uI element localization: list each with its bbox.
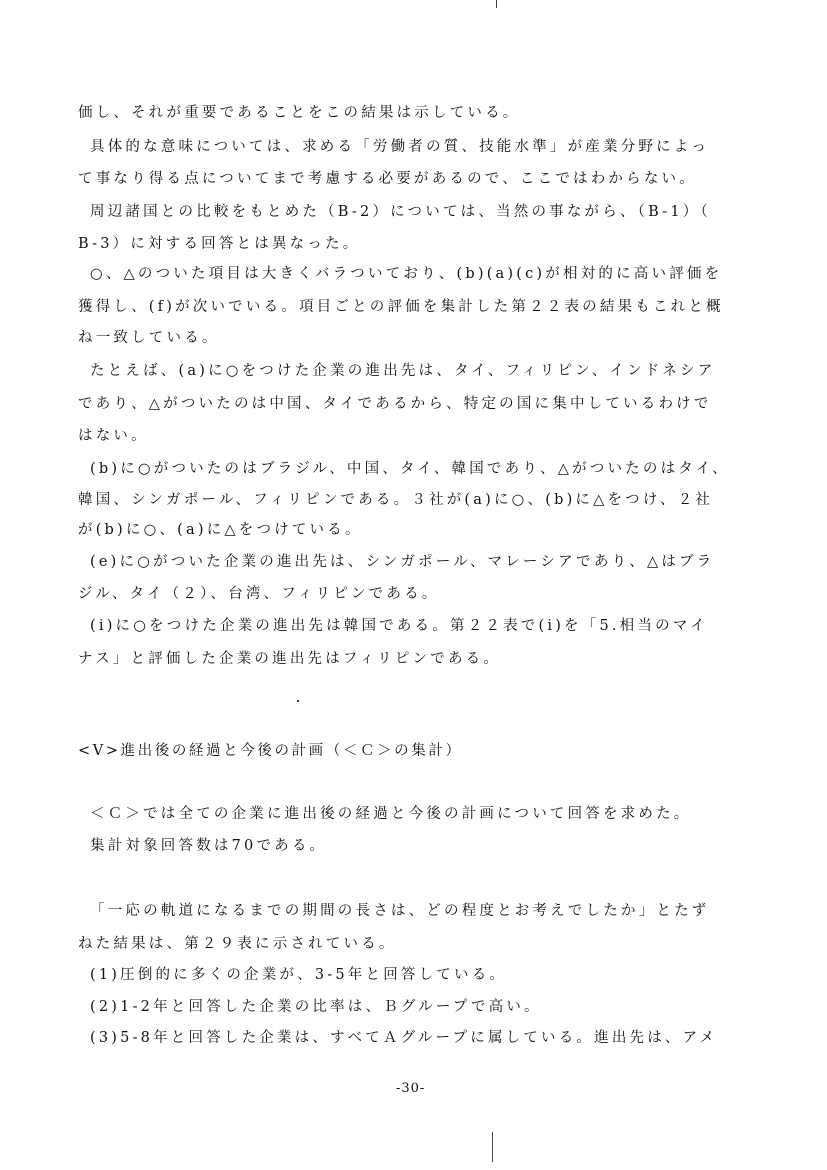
section-line: 「一応の軌道になるまでの期間の長さは、どの程度とお考えでしたか」とたず: [90, 903, 710, 919]
scan-mark-bottom: [492, 1132, 493, 1162]
section-line: 集計対象回答数は70である。: [90, 838, 328, 854]
body-line: ○、△のついた項目は大きくバラついており、(b)(a)(c)が相対的に高い評価を: [90, 266, 723, 282]
body-line: 獲得し、(f)が次いでいる。項目ごとの評価を集計した第２２表の結果もこれと概: [78, 299, 724, 315]
body-line: B-3）に対する回答とは異なった。: [78, 236, 361, 252]
body-line: 韓国、シンガポール、フィリピンである。３社が(a)に○、(b)に△をつけ、２社: [78, 492, 714, 508]
section-line: ねた結果は、第２９表に示されている。: [78, 936, 397, 952]
body-line: (b)に○がついたのはブラジル、中国、タイ、韓国であり、△がついたのはタイ、: [90, 461, 730, 477]
body-line: (i)に○をつけた企業の進出先は韓国である。第２２表で(i)を「5.相当のマイ: [90, 618, 708, 634]
body-line: が(b)に○、(a)に△をつけている。: [78, 522, 363, 538]
body-line: 価し、それが重要であることをこの結果は示している。: [78, 105, 521, 121]
body-line: て事なり得る点についてまで考慮する必要があるので、ここではわからない。: [78, 171, 697, 187]
body-line: ね一致している。: [78, 330, 220, 346]
body-line: であり、△がついたのは中国、タイであるから、特定の国に集中しているわけで: [78, 396, 712, 412]
section-line: (1)圧倒的に多くの企業が、3-5年と回答している。: [90, 967, 508, 983]
body-line: 周辺諸国との比較をもとめた（B-2）については、当然の事ながら、（B-1）（: [90, 204, 711, 220]
body-line: たとえば、(a)に○をつけた企業の進出先は、タイ、フィリピン、インドネシア: [90, 363, 716, 379]
body-line: 具体的な意味については、求める「労働者の質、技能水準」が産業分野によっ: [90, 139, 710, 155]
body-line: ジル、タイ（２）、台湾、フィリピンである。: [78, 586, 440, 602]
section-line: (2)1-2年と回答した企業の比率は、Ｂグループで高い。: [90, 999, 542, 1015]
scan-dot: [297, 700, 299, 702]
section-line: (3)5-8年と回答した企業は、すべてＡグループに属している。進出先は、アメ: [90, 1030, 718, 1046]
body-line: (e)に○がついた企業の進出先は、シンガポール、マレーシアであり、△はブラ: [90, 554, 715, 570]
page-number: -30-: [396, 1081, 426, 1096]
section-heading: <V>進出後の経過と今後の計画（＜Ｃ＞の集計）: [78, 743, 463, 759]
body-line: はない。: [78, 428, 149, 444]
body-line: ナス」と評価した企業の進出先はフィリピンである。: [78, 651, 502, 667]
section-line: ＜Ｃ＞では全ての企業に進出後の経過と今後の計画について回答を求めた。: [90, 806, 692, 822]
scan-mark-top: [496, 0, 497, 8]
